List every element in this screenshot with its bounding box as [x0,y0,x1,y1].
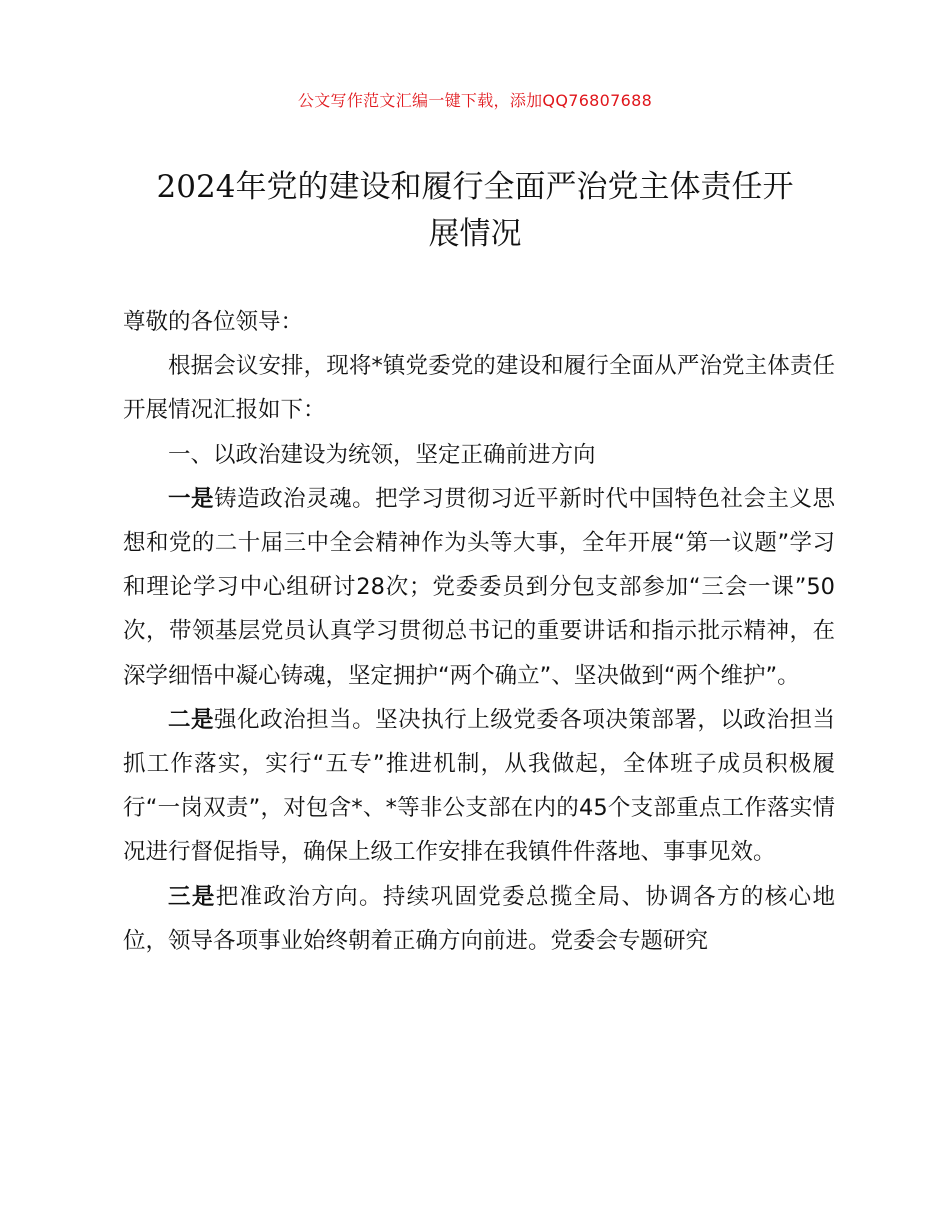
item-paragraph-3 [123,875,835,963]
document-body [123,300,835,963]
item-text-3: 把准政治方向。持续巩固党委总揽全局、协调各方的核心地位，领导各项事业始终朝着正确方向前进。党委会专题研究 [123,883,835,954]
title-line-2: 展情况 [428,216,522,252]
title-line-1: 2024年党的建设和履行全面严治党主体责任开 [156,169,794,205]
document-title [100,164,850,258]
section-heading-1: 一、以政治建设为统领，坚定正确前进方向 [168,441,596,468]
item-text-1: 铸造政治灵魂。把学习贯彻习近平新时代中国特色社会主义思想和党的二十届三中全会精神作为头等大事，全年开展“第一议题”学习和理论学习中心组研讨28次；党委委员到分包支部参加“三会一课”50次，带领基层党员认真学习贯彻总书记的重要讲话和指示批示精神，在深学细悟中凝心铸魂，坚定拥护“两个确立”、坚决做到“两个维护”。 [123,485,835,689]
promo-header[interactable]: 公文写作范文汇编一键下载，添加QQ76807688 [297,91,653,110]
salutation: 尊敬的各位领导： [123,309,304,335]
item-lead-3: 三是 [168,883,216,910]
item-lead-2: 二是 [168,706,215,733]
item-lead-1: 一是 [168,485,215,512]
item-text-2: 强化政治担当。坚决执行上级党委各项决策部署，以政治担当抓工作落实，实行“五专”推进机制，从我做起，全体班子成员积极履行“一岗双责”，对包含*、*等非公支部在内的45个支部重点工作落实情况进行督促指导，确保上级工作安排在我镇件件落地、事事见效。 [123,706,835,866]
item-paragraph-2 [123,698,835,875]
intro-paragraph: 根据会议安排，现将*镇党委党的建设和履行全面从严治党主体责任开展情况汇报如下： [123,353,835,424]
item-paragraph-1 [123,477,835,698]
